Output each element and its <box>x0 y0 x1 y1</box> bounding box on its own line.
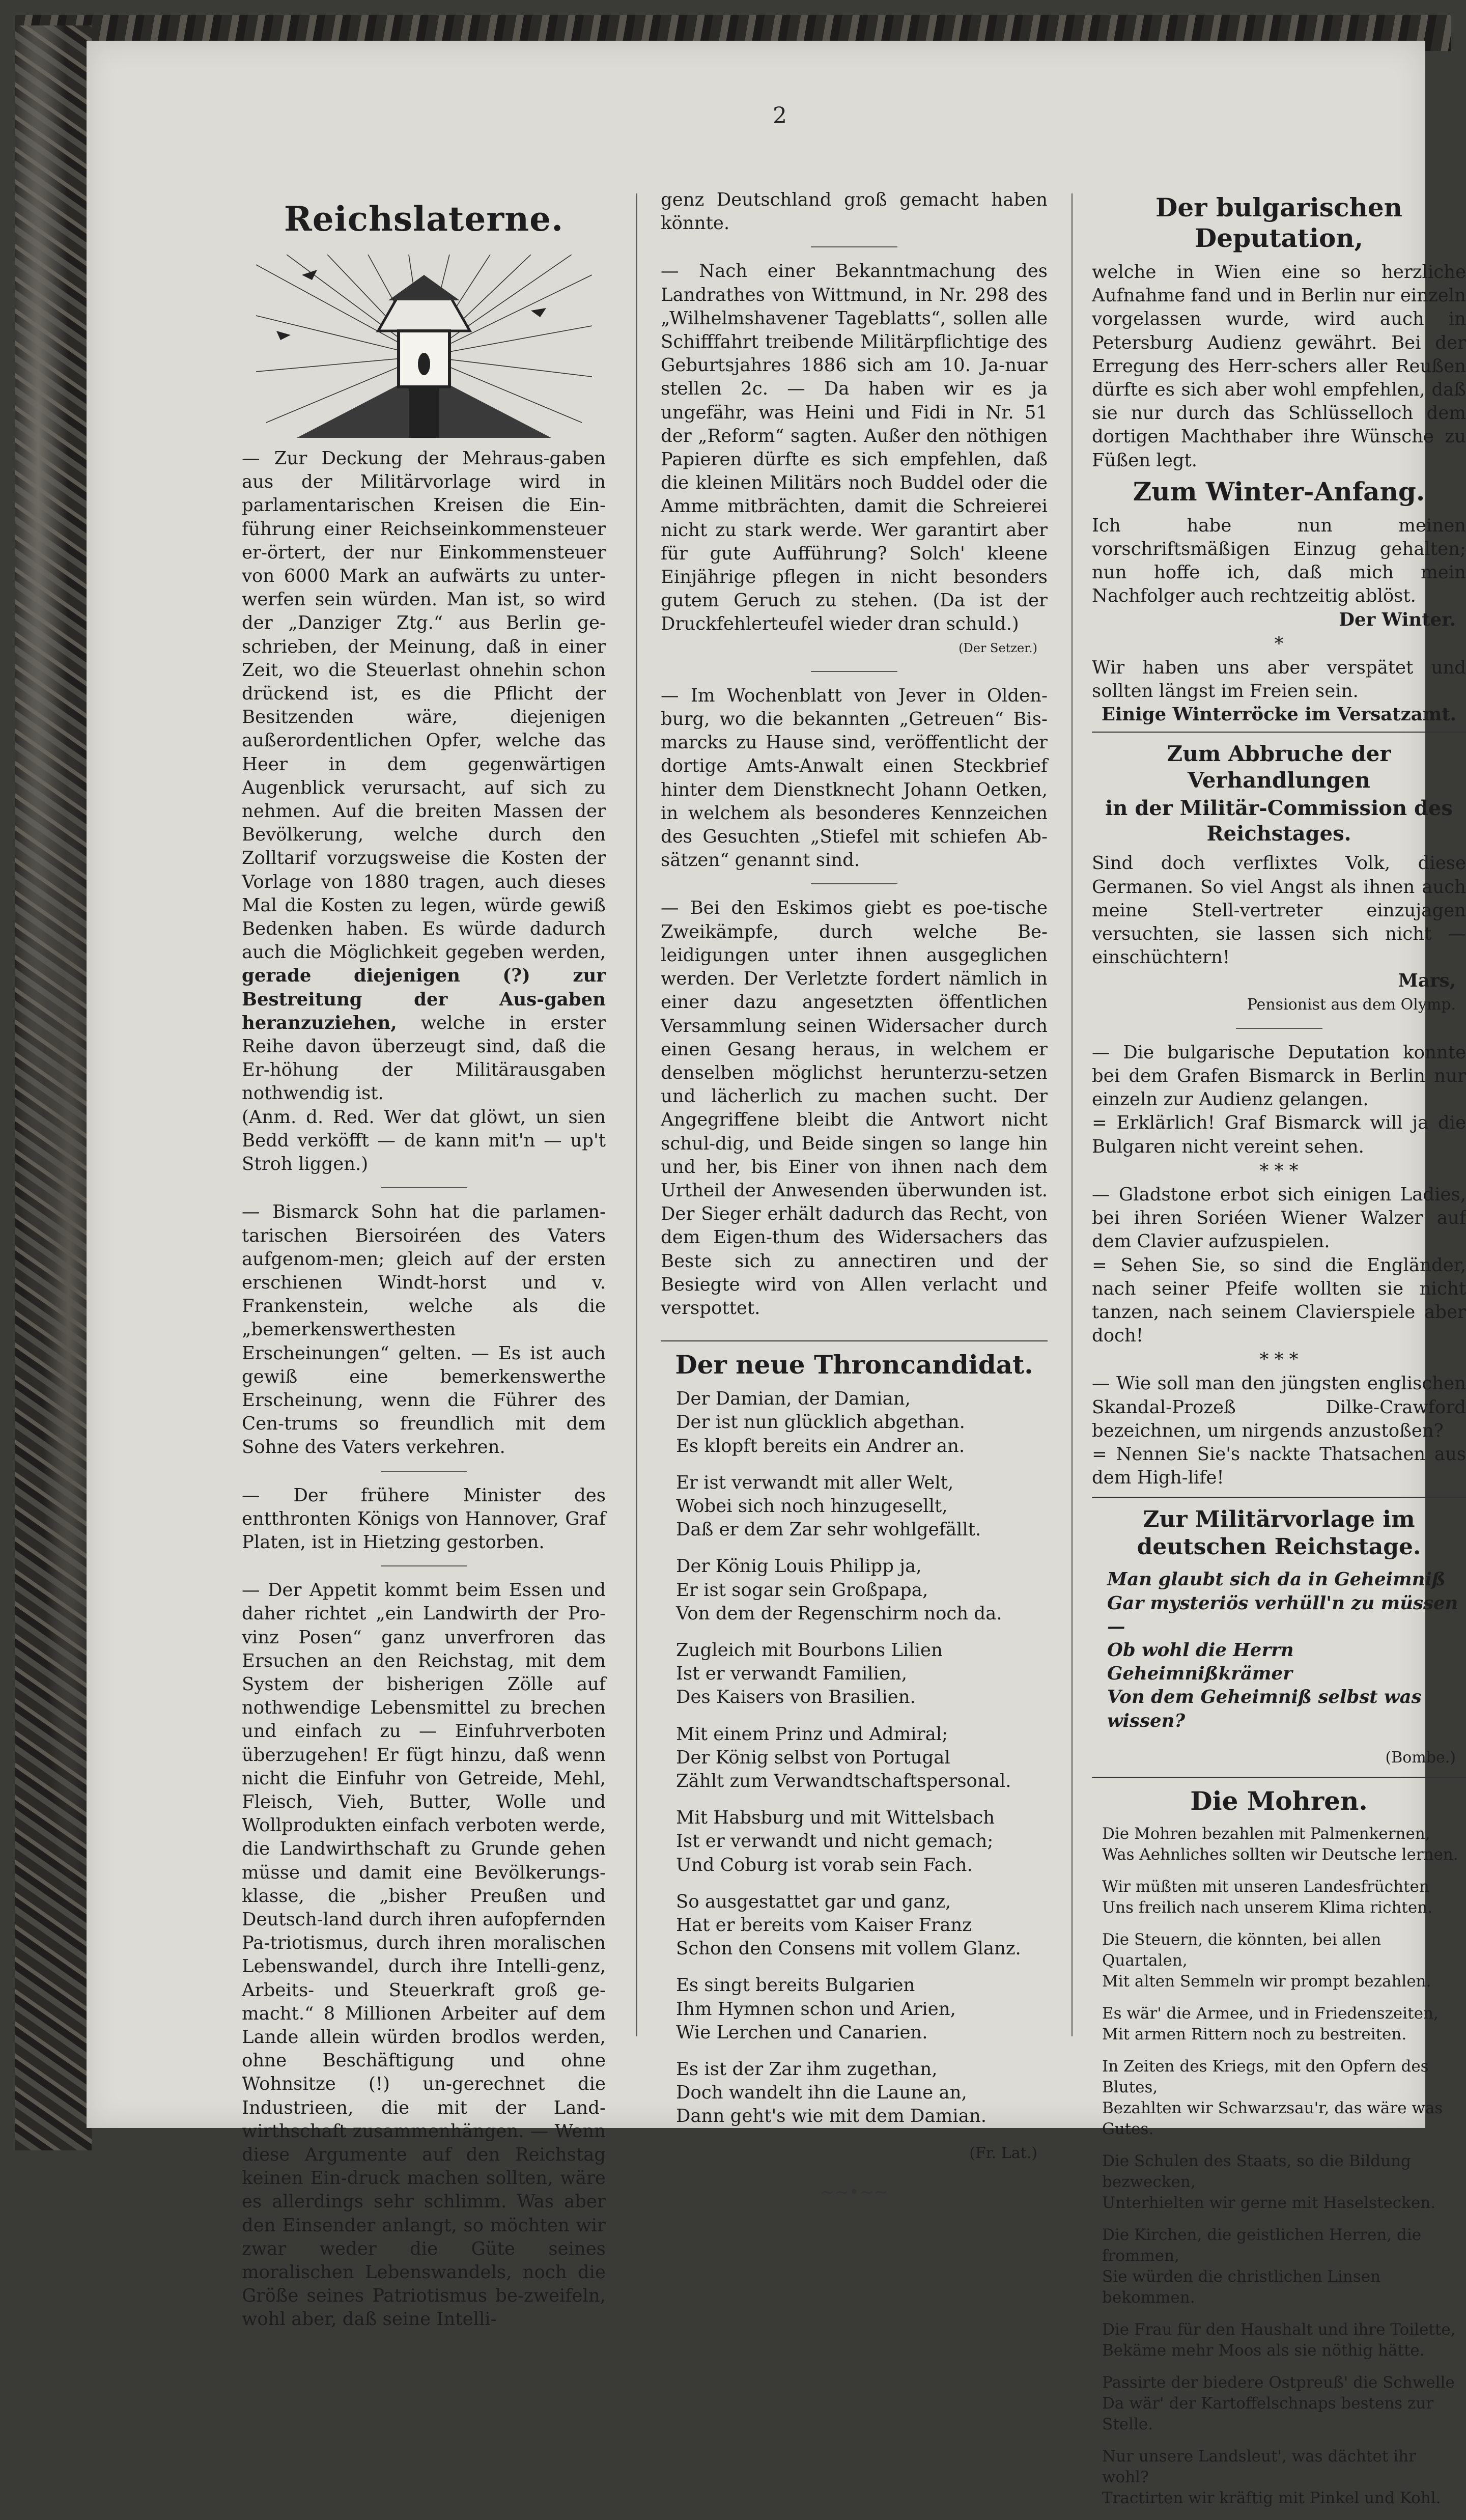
poem-line: Die Kirchen, die geistlichen Herren, die frommen, <box>1102 2225 1422 2265</box>
divider <box>381 1565 467 1566</box>
editor-note: (Anm. d. Red. Wer dat glöwt, un sien Bedd verköfft — de kann mit'n — up't Stroh liggen.) <box>242 1106 606 1175</box>
article-text: — Zur Deckung der Mehraus-gaben aus der Militärvorlage wird in parlamentarischen Kreisen die Ein-führung einer Reichseinkommensteuer er-örtert, der nur Einkommensteuer von 6000 Mark an aufwärts zu unter-werfen sein würden. Man ist, so wird der „Danziger Ztg.“ aus Berlin ge-schrieben, der Meinung, daß in einer Zeit, wo die Steuerlast ohnehin schon drückend ist, es die Pflicht der Besitzenden wäre, diejenigen außerordentlichen Opfer, welche das Heer in dem gegenwärtigen Augenblick verursacht, auf sich zu nehmen. Auf die breiten Massen der Bevölkerung, welche durch den Zolltarif vorzugsweise die Kosten der Vorlage von 1880 tragen, auch dieses Mal die Kosten zu legen, würde gewiß Bedenken haben. Es würde dadurch auch die Möglichkeit gegeben werden, gerade diejenigen (?) zur Bestreitung der Aus-gaben heranzuziehen, welche in erster Reihe davon überzeugt sind, daß die Er-höhung der Militärausgaben nothwendig ist. <box>242 448 606 1104</box>
poem-line: Er ist verwandt mit aller Welt, <box>676 1472 954 1493</box>
poem-line: Mit alten Semmeln wir prompt bezahlen. <box>1102 1972 1431 1991</box>
stanza <box>661 1723 1048 1794</box>
verse <box>1092 1568 1466 1732</box>
stanza <box>1102 1929 1466 1992</box>
stanza <box>661 1974 1048 2045</box>
article-text: — Nach einer Bekanntmachung des Landrathes von Wittmund, in Nr. 298 des „Wilhelmshavener Tageblatts“, sollen alle Schifffahrt treibende Militärpflichtige des Geburtsjahres 1886 sich am 10. Ja-nuar stellen 2c. — Da haben wir es ja ungefähr, was Heini und Fidi in Nr. 51 der „Reform“ sagten. Außer den nöthigen Papieren dürfte es sich empfehlen, daß die kleinen Militärs noch Buddel oder die Amme mitbrächten, damit die Schreierei nicht zu stark werde. Wer garantirt aber für gute Aufführung? Solch' kleene Einjährige pflegen in nicht besonders gutem Geruch zu stehen. (Da ist der Druckfehlerteufel wieder dran schuld.) <box>661 261 1048 635</box>
article-text: — Die bulgarische Deputation konnte bei dem Grafen Bismarck in Berlin nur einzeln zur Audienz gelangen. <box>1092 1042 1466 1110</box>
heading: Die Mohren. <box>1190 1785 1368 1816</box>
divider <box>811 246 897 247</box>
stanza <box>661 1555 1048 1626</box>
verse-line: Man glaubt sich da in Geheimniß <box>1107 1569 1446 1590</box>
signature-line: Pensionist aus dem Olymp. <box>1247 995 1456 1014</box>
poem-line: In Zeiten des Kriegs, mit den Opfern des Blutes, <box>1102 2057 1429 2096</box>
stanza <box>1102 2372 1466 2435</box>
poem-line: Passirte der biedere Ostpreuß' die Schwelle <box>1102 2373 1455 2392</box>
heading-rule <box>1092 1777 1466 1778</box>
article-text: genz Deutschland groß gemacht haben könnte. <box>661 189 1048 234</box>
stanza <box>661 1471 1048 1542</box>
poem-line: Daß er dem Zar sehr wohlgefällt. <box>676 1519 981 1541</box>
poem-line: Wir müßten mit unseren Landesfrüchten <box>1102 1877 1429 1896</box>
poem-line: Und Coburg ist vorab sein Fach. <box>676 1854 973 1875</box>
poem-line: Unterhielten wir gerne mit Haselstecken. <box>1102 2193 1436 2212</box>
poem-line: Es singt bereits Bulgarien <box>676 1975 915 1996</box>
stanza <box>661 1387 1048 1458</box>
divider <box>381 1187 467 1188</box>
column-rule <box>1072 193 1073 2036</box>
divider <box>381 1471 467 1472</box>
poem-line: So ausgestattet gar und ganz, <box>676 1891 951 1912</box>
heading: Der bulgarischen Deputation, <box>1155 192 1403 253</box>
poem <box>1092 1824 1466 2509</box>
stanza <box>1102 2151 1466 2214</box>
poem-line: Die Steuern, die könnten, bei allen Quartalen, <box>1102 1930 1382 1970</box>
poem-line: Zählt zum Verwandtschaftspersonal. <box>676 1770 1011 1791</box>
poem-line: Ist er verwandt und nicht gemach; <box>676 1831 994 1852</box>
stanza <box>661 1639 1048 1710</box>
article-text: — Wie soll man den jüngsten englischen Skandal-Prozeß Dilke-Crawford bezeichnen, um nirgends anzustoßen? <box>1092 1373 1466 1441</box>
lantern-illustration <box>256 255 592 438</box>
signature: Einige Winterröcke im Versatzamt. <box>1101 704 1457 725</box>
stanza <box>1102 2003 1466 2045</box>
article-text: Sind doch verflixtes Volk, diese Germanen. So viel Angst als ihnen auch meine Stell-vertreter einzujagen versuchten, sie lassen sich nicht — einschüchtern! <box>1092 853 1466 968</box>
poem-line: Der ist nun glücklich abgethan. <box>676 1412 965 1433</box>
poem-line: Die Frau für den Haushalt und ihre Toilette, <box>1102 2320 1456 2339</box>
stanza <box>1102 2225 1466 2308</box>
marbled-binding <box>15 25 92 2150</box>
poem-line: Mit einem Prinz und Admiral; <box>676 1723 948 1745</box>
verse-line: Ob wohl die Herrn Geheimnißkrämer <box>1107 1639 1294 1685</box>
poem-line: Mit armen Rittern noch zu bestreiten. <box>1102 2025 1407 2043</box>
signature: Mars, <box>1398 970 1456 992</box>
poem-line: Hat er bereits vom Kaiser Franz <box>676 1915 972 1936</box>
poem-line: Was Aehnliches sollten wir Deutsche lernen. <box>1102 1845 1458 1864</box>
stanza <box>1102 1824 1466 1865</box>
poem-line: Uns freilich nach unserem Klima richten. <box>1102 1898 1433 1917</box>
poem-line: Doch wandelt ihn die Laune an, <box>676 2082 967 2104</box>
poem-line: Der König Louis Philipp ja, <box>676 1556 922 1577</box>
poem-line: Es wär' die Armee, und in Friedenszeiten, <box>1102 2004 1439 2023</box>
heading-rule <box>661 1340 1048 1341</box>
article-text: — Bismarck Sohn hat die parlamen-tarischen Biersoiréen des Vaters aufgenom-men; gleich auf der ersten erschienen Windt-horst und v. Frankenstein, welche als die „bemerkenswerthesten Erscheinungen“ gelten. — Es ist auch gewiß eine bemerkenswerthe Erscheinung, wenn die Führer des Cen-trums so freundlich mit dem Sohne des Vaters verkehren. <box>242 1201 606 1458</box>
poem-line: Tractirten wir kräftig mit Pinkel und Kohl. <box>1102 2488 1441 2507</box>
subheading: in der Militär-Commission des Reichstages. <box>1105 796 1453 846</box>
poem-line: Dann geht's wie mit dem Damian. <box>676 2106 987 2127</box>
poem-line: Mit Habsburg und mit Wittelsbach <box>676 1807 995 1829</box>
verse-line: Gar mysteriös verhüll'n zu müssen — <box>1107 1592 1458 1637</box>
heading: Zur Militärvorlage im deutschen Reichstage. <box>1137 1506 1421 1560</box>
article-text: — Bei den Eskimos giebt es poe-tische Zweikämpfe, durch welche Be-leidigungen unter ihnen ausgeglichen werden. Der Verletzte fordert nämlich in einer dazu angesetzten öffentlichen Versammlung seinen Widersacher durch einen Gesang heraus, in welchem er denselben möglichst herunterzu-setzen und lächerlich zu machen sucht. Der Angegriffene bleibt die Antwort nicht schul-dig, und Beide singen so lange hin und her, bis Einer von ihnen nach dem Urtheil der Anwesenden überwunden ist. Der Sieger erhält dadurch das Recht, von dem Eigen-thum des Widersachers das Beste sich zu annectiren und der Besiegte wird von Allen verlacht und verspottet. <box>661 898 1048 1319</box>
heading: Zum Abbruche der Verhandlungen <box>1167 741 1391 793</box>
stanza <box>661 2058 1048 2129</box>
article-text: welche in Wien eine so herzliche Aufnahme fand und in Berlin nur einzeln vorgelassen wurde, wird auch in Petersburg Audienz gewährt. Bei der Erregung des Herr-schers aller Reußen dürfte es sich aber wohl empfehlen, daß sie nur durch das Schlüsselloch dem dortigen Machthaber ihre Wünsche zu Füßen legt. <box>1092 262 1466 471</box>
poem-line: Ihm Hymnen schon und Arien, <box>676 1998 956 2020</box>
signature: (Bombe.) <box>1385 1748 1456 1767</box>
poem-line: Die Mohren bezahlen mit Palmenkernen, <box>1102 1824 1430 1843</box>
heading: Zum Winter-Anfang. <box>1133 476 1425 507</box>
divider <box>811 883 897 884</box>
article-text: — Im Wochenblatt von Jever in Olden-burg, wo die bekannten „Getreuen“ Bis-marcks zu Hause sind, veröffentlicht der dortige Amts-Anwalt einen Steckbrief hinter dem Dienstknecht Johann Oetken, in welchem als besonderes Kennzeichen des Gesuchten „Stiefel mit schiefen Ab-sätzen“ genannt sind. <box>661 685 1048 871</box>
separator-stars: * * * <box>1259 1349 1299 1370</box>
poem-line: Schon den Consens mit vollem Glanz. <box>676 1938 1021 1959</box>
poem-title: Der neue Throncandidat. <box>675 1350 1033 1380</box>
poem-line: Der Damian, der Damian, <box>676 1388 911 1410</box>
column-3 <box>1092 188 1466 2520</box>
article-text: Wir haben uns aber verspätet und sollten längst im Freien sein. <box>1092 657 1466 702</box>
poem-line: Bezahlten wir Schwarzsau'r, das wäre was Gutes. <box>1102 2098 1443 2138</box>
column-2 <box>661 188 1048 2204</box>
typesetter-note: (Der Setzer.) <box>958 640 1037 655</box>
poem-signature: (Fr. Lat.) <box>969 2144 1037 2162</box>
poem <box>661 1387 1048 2128</box>
article-text: — Der frühere Minister des entthronten Königs von Hannover, Graf Platen, ist in Hietzing gestorben. <box>242 1485 606 1553</box>
poem-line: Zugleich mit Bourbons Lilien <box>676 1639 943 1661</box>
poem-line: Da wär' der Kartoffelschnaps bestens zur Stelle. <box>1102 2394 1434 2433</box>
verse-line: Von dem Geheimniß selbst was wissen? <box>1107 1687 1422 1731</box>
poem-line: Bekäme mehr Moos als sie nöthig hätte. <box>1102 2341 1425 2360</box>
divider <box>1236 1028 1322 1029</box>
article-text: — Der Appetit kommt beim Essen und daher richtet „ein Landwirth der Pro-vinz Posen“ ganz unverfroren das Ersuchen an den Reichstag, mit dem System der bisherigen Zölle auf nothwendige Lebensmittel zu brechen und einfach zu — Einfuhrverboten überzugehen! Er fügt hinzu, daß wenn nicht die Einfuhr von Getreide, Mehl, Fleisch, Vieh, Butter, Wolle und Wollprodukten einfach verboten werde, die Landwirthschaft zu Grunde gehen müsse und damit eine Bevölkerungs-klasse, die „bisher Preußen und Deutsch-land durch ihren aufopfernden Pa-triotismus, durch ihren moralischen Lebenswandel, durch ihre Intelli-genz, Arbeits- und Steuerkraft groß ge-macht.“ 8 Millionen Arbeiter auf dem Lande allein würden brodlos werden, ohne Beschäftigung und ohne Wohnsitze (!) un-gerechnet die Industrieen, die mit der Land-wirthschaft zusammenhängen. — Wenn diese Argumente auf den Reichstag keinen Ein-druck machen sollten, wäre es allerdings sehr schlimm. Was aber den Einsender anlangt, so möchten wir zwar weder die Güte seines moralischen Lebenswandels, noch die Größe seines Patriotismus be-zweifeln, wohl aber, daß seine Intelli- <box>242 1580 606 2330</box>
column-rule <box>636 193 637 2036</box>
article-text: = Nennen Sie's nackte Thatsachen aus dem High-life! <box>1092 1443 1466 1489</box>
separator-stars: * * * <box>1259 1160 1299 1181</box>
article-text: = Erklärlich! Graf Bismarck will ja die Bulgaren nicht vereint sehen. <box>1092 1112 1466 1157</box>
stanza <box>1102 2056 1466 2140</box>
newspaper-page <box>87 41 1466 2507</box>
separator-star: * <box>1274 633 1284 654</box>
poem-line: Wie Lerchen und Canarien. <box>676 2022 928 2043</box>
poem-line: Des Kaisers von Brasilien. <box>676 1687 916 1708</box>
stanza <box>1102 1877 1466 1918</box>
poem-line: Ist er verwandt Familien, <box>676 1663 908 1685</box>
article-text: — Gladstone erbot sich einigen Ladies, bei ihren Soriéen Wiener Walzer auf dem Clavier aufzuspielen. <box>1092 1184 1466 1252</box>
poem-line: Wobei sich noch hinzugesellt, <box>676 1495 948 1517</box>
stanza <box>1102 2446 1466 2509</box>
poem-line: Es klopft bereits ein Andrer an. <box>676 1435 965 1457</box>
heading-rule <box>1092 1497 1466 1498</box>
ornament: ~~•~~ <box>820 2181 888 2202</box>
poem-line: Von dem der Regenschirm noch da. <box>676 1603 1002 1624</box>
stanza <box>661 1890 1048 1961</box>
divider <box>811 671 897 672</box>
heading-rule <box>1092 732 1466 733</box>
section-title: Reichslaterne. <box>284 199 564 239</box>
article-text: Ich habe nun meinen vorschriftsmäßigen Einzug gehalten; nun hoffe ich, daß mich mein Nachfolger auch rechtzeitig ablöst. <box>1092 515 1466 607</box>
column-1 <box>242 188 606 2332</box>
article-text: = Sehen Sie, so sind die Engländer, nach seiner Pfeife wollten sie nicht tanzen, nach seinem Clavierspiele aber doch! <box>1092 1254 1466 1347</box>
stanza <box>661 1806 1048 1877</box>
signature: Der Winter. <box>1339 609 1456 630</box>
poem-line: Der König selbst von Portugal <box>676 1747 950 1768</box>
poem-line: Er ist sogar sein Großpapa, <box>676 1579 928 1601</box>
poem-line: Sie würden die christlichen Linsen bekommen. <box>1102 2267 1381 2307</box>
stanza <box>1102 2319 1466 2361</box>
poem-line: Die Schulen des Staats, so die Bildung bezwecken, <box>1102 2151 1411 2191</box>
page-number: 2 <box>773 103 787 129</box>
poem-line: Es ist der Zar ihm zugethan, <box>676 2059 938 2080</box>
poem-line: Nur unsere Landsleut', was dächtet ihr wohl? <box>1102 2447 1416 2486</box>
